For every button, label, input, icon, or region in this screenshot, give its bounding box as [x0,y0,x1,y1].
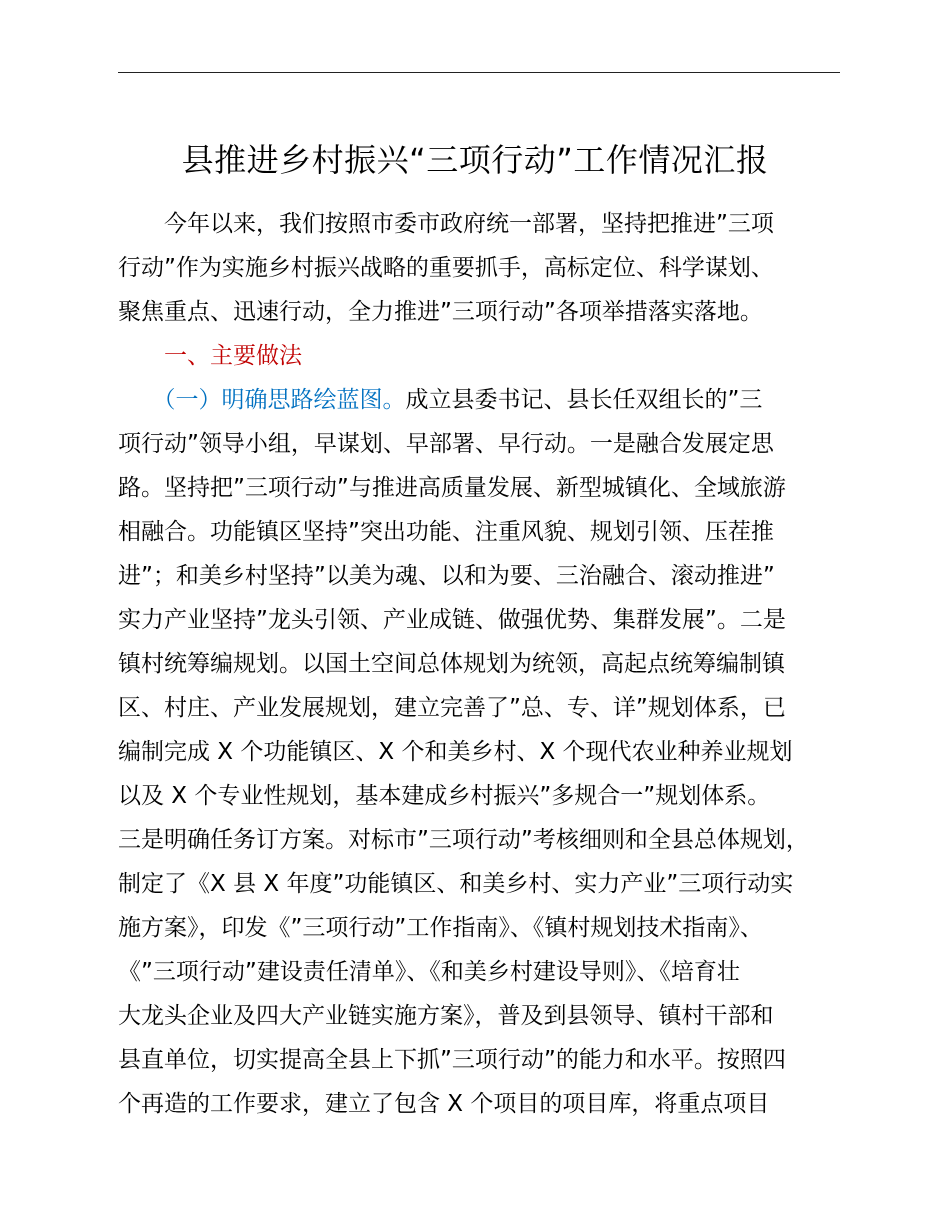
subsection-text: 成立县委书记、县长任双组长的”三 [405,387,763,413]
paragraph-line: 今年以来，我们按照市委市政府统一部署，坚持把推进”三项 [118,211,774,237]
paragraph-line: 大龙头企业及四大产业链实施方案》，普及到县领导、镇村干部和 [118,1003,774,1029]
paragraph-line: 《”三项行动”建设责任清单》、《和美乡村建设导则》、《培育壮 [118,959,740,985]
paragraph-line: 制定了《X 县 X 年度”功能镇区、和美乡村、实力产业”三项行动实 [118,871,794,897]
paragraph-line: 三是明确任务订方案。对标市”三项行动”考核细则和全县总体规划， [118,827,809,853]
paragraph-line: 项行动”领导小组，早谋划、早部署、早行动。一是融合发展定思 [118,431,774,457]
paragraph-line: 个再造的工作要求，建立了包含 X 个项目的项目库，将重点项目 [118,1091,770,1117]
paragraph-line: 以及 X 个专业性规划，基本建成乡村振兴”多规合一”规划体系。 [118,783,771,809]
paragraph-line: 镇村统筹编规划。以国土空间总体规划为统领，高起点统筹编制镇 [118,651,785,677]
paragraph-line: 实力产业坚持”龙头引领、产业成链、做强优势、集群发展”。二是 [118,607,786,633]
paragraph-line: 路。坚持把”三项行动”与推进高质量发展、新型城镇化、全域旅游 [118,475,786,501]
header-rule [118,72,840,73]
subsection-line [118,382,762,418]
paragraph-line: 进”；和美乡村坚持”以美为魂、以和为要、三治融合、滚动推进” [118,563,775,589]
paragraph-line: 编制完成 X 个功能镇区、X 个和美乡村、X 个现代农业种养业规划 [118,739,793,765]
paragraph-line: 县直单位，切实提高全县上下抓”三项行动”的能力和水平。按照四 [118,1047,786,1073]
section-heading: 一、主要做法 [118,343,302,369]
paragraph-line: 区、村庄、产业发展规划，建立完善了”总、专、详”规划体系，已 [118,695,786,721]
paragraph-line: 相融合。功能镇区坚持”突出功能、注重风貌、规划引领、压茬推 [118,519,774,545]
paragraph-line: 施方案》，印发《”三项行动”工作指南》、《镇村规划技术指南》、 [118,915,763,941]
paragraph-line: 聚焦重点、迅速行动，全力推进”三项行动”各项举措落实落地。 [118,299,763,325]
subsection-heading: （一）明确思路绘蓝图。 [118,387,406,413]
paragraph-line: 行动”作为实施乡村振兴战略的重要抓手，高标定位、科学谋划、 [118,255,774,281]
document-title: 县推进乡村振兴“三项行动”工作情况汇报 [181,141,769,179]
